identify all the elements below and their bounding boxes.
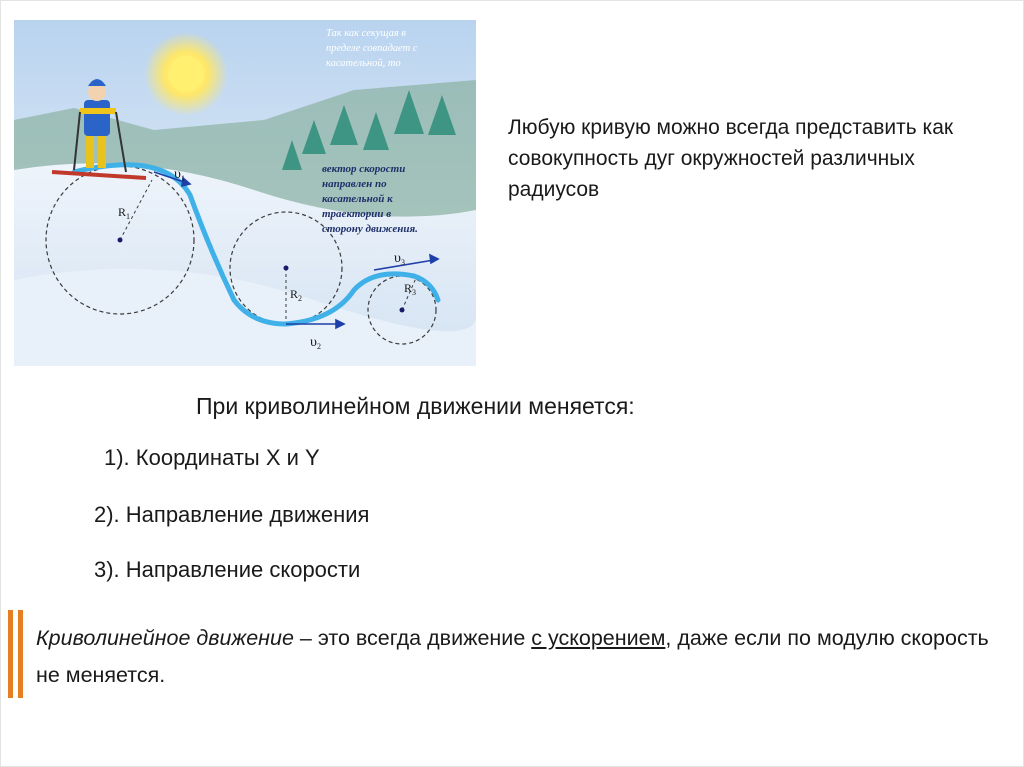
- caption-top-line-3: касательной, то: [326, 58, 401, 69]
- caption-mid-line-4: траектории в: [322, 208, 392, 220]
- caption-top-line-2: пределе совпадает с: [326, 43, 418, 54]
- conclusion-end: , даже если по модулю скорость не меняется.: [36, 626, 989, 687]
- label-v1: $\upsilon_1$: [174, 167, 185, 183]
- caption-mid-line-5: сторону движения.: [322, 223, 418, 235]
- conclusion-term: Криволинейное движение: [36, 626, 294, 650]
- change-item-coordinates: 1). Координаты X и Y: [104, 445, 320, 470]
- changes-heading: При криволинейном движении меняется:: [196, 393, 635, 419]
- conclusion-middle: – это всегда движение: [293, 626, 532, 650]
- change-item-direction: 2). Направление движения: [94, 502, 370, 527]
- arcs-description: Любую кривую можно всегда представить как совокупность дуг окружностей различных радиусов: [508, 116, 954, 201]
- label-r3: $R_3$: [404, 281, 417, 297]
- accent-bars: [6, 610, 26, 698]
- conclusion-text: [36, 620, 996, 694]
- label-v2: $\upsilon_2$: [310, 335, 321, 351]
- caption-top-line-1: Так как секущая в: [326, 28, 406, 39]
- caption-mid-line-1: вектор скорости: [322, 163, 406, 175]
- label-v3: $\upsilon_3$: [394, 251, 405, 267]
- label-r2: $R_2$: [290, 287, 303, 303]
- caption-mid-line-2: направлен по: [322, 178, 387, 190]
- conclusion-emphasis: с ускорением: [531, 626, 666, 650]
- caption-mid-line-3: касательной к: [322, 193, 393, 205]
- change-item-velocity-direction: 3). Направление скорости: [94, 557, 361, 582]
- label-r1: $R_1$: [118, 205, 131, 221]
- skier-trajectory-illustration: [14, 20, 476, 366]
